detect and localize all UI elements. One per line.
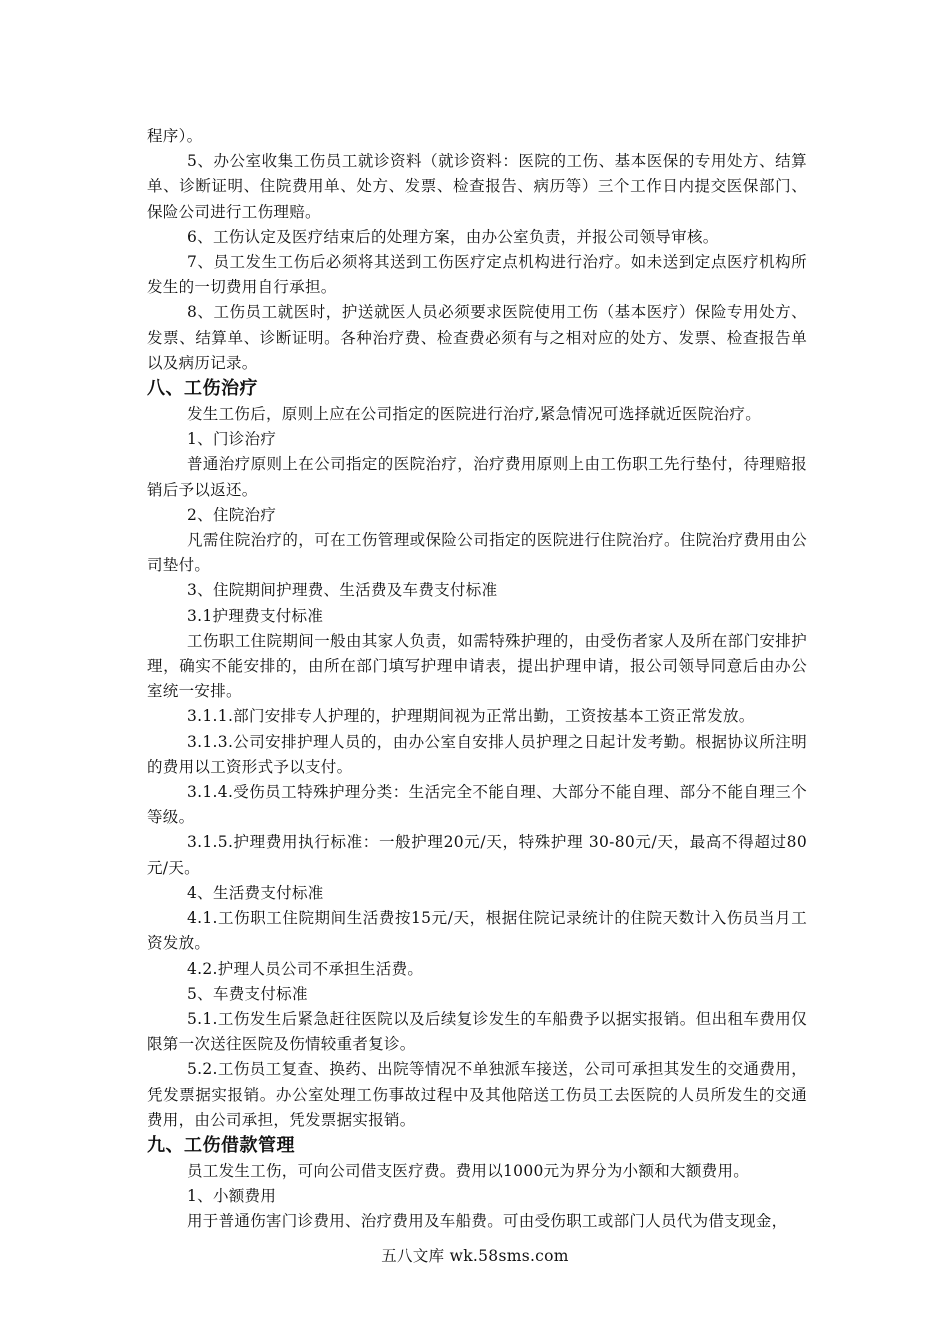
paragraph: 8、工伤员工就医时，护送就医人员必须要求医院使用工伤（基本医疗）保险专用处方、发票、结算单、诊断证明。各种治疗费、检查费必须有与之相对应的处方、发票、检查报告单以及病历记录。 <box>147 303 807 372</box>
paragraph: 普通治疗原则上在公司指定的医院治疗，治疗费用原则上由工伤职工先行垫付，待理赔报销后予以返还。 <box>147 455 807 499</box>
paragraph: 5.2.工伤员工复查、换药、出院等情况不单独派车接送，公司可承担其发生的交通费用，凭发票据实报销。办公室处理工伤事故过程中及其他陪送工伤员工去医院的人员所发生的交通费用，由公司承担，凭发票据实报销。 <box>147 1060 807 1129</box>
paragraph: 员工发生工伤，可向公司借支医疗费。费用以1000元为界分为小额和大额费用。 <box>187 1161 750 1180</box>
paragraph: 用于普通伤害门诊费用、治疗费用及车船费。可由受伤职工或部门人员代为借支现金， <box>187 1212 788 1231</box>
document-body <box>147 124 807 1235</box>
section-heading: 九、工伤借款管理 <box>147 1134 295 1156</box>
paragraph: 1、小额费用 <box>187 1187 277 1206</box>
paragraph: 5、办公室收集工伤员工就诊资料（就诊资料：医院的工伤、基本医保的专用处方、结算单、诊断证明、住院费用单、处方、发票、检查报告、病历等）三个工作日内提交医保部门、保险公司进行工伤理赔。 <box>147 152 807 221</box>
paragraph: 1、门诊治疗 <box>187 430 277 449</box>
paragraph: 3.1.3.公司安排护理人员的，由办公室自安排人员护理之日起计发考勤。根据协议所注明的费用以工资形式予以支付。 <box>147 732 807 776</box>
paragraph: 2、住院治疗 <box>187 505 277 524</box>
paragraph: 7、员工发生工伤后必须将其送到工伤医疗定点机构进行治疗。如未送到定点医疗机构所发生的一切费用自行承担。 <box>147 253 807 297</box>
paragraph: 凡需住院治疗的，可在工伤管理或保险公司指定的医院进行住院治疗。住院治疗费用由公司垫付。 <box>147 531 807 575</box>
paragraph: 3、住院期间护理费、生活费及车费支付标准 <box>187 581 498 600</box>
section-heading: 八、工伤治疗 <box>147 378 258 400</box>
paragraph: 3.1护理费支付标准 <box>187 606 324 625</box>
paragraph: 程序）。 <box>147 127 203 145</box>
paragraph: 3.1.1.部门安排专人护理的，护理期间视为正常出勤，工资按基本工资正常发放。 <box>187 707 755 726</box>
paragraph: 工伤职工住院期间一般由其家人负责，如需特殊护理的，由受伤者家人及所在部门安排护理，确实不能安排的，由所在部门填写护理申请表，提出护理申请，报公司领导同意后由办公室统一安排。 <box>147 631 807 701</box>
paragraph: 6、工伤认定及医疗结束后的处理方案，由办公室负责，并报公司领导审核。 <box>187 227 719 246</box>
paragraph: 5、车费支付标准 <box>187 984 308 1003</box>
footer-watermark: 五八文库 wk.58sms.com <box>381 1247 569 1265</box>
paragraph: 4.2.护理人员公司不承担生活费。 <box>187 959 424 978</box>
paragraph: 4.1.工伤职工住院期间生活费按15元/天，根据住院记录统计的住院天数计入伤员当月工资发放。 <box>147 909 807 953</box>
paragraph: 4、生活费支付标准 <box>187 883 324 902</box>
paragraph: 3.1.4.受伤员工特殊护理分类：生活完全不能自理、大部分不能自理、部分不能自理三个等级。 <box>147 783 807 827</box>
paragraph: 3.1.5.护理费用执行标准：一般护理20元/天，特殊护理 30-80元/天，最高不得超过80元/天。 <box>147 833 807 877</box>
paragraph: 发生工伤后，原则上应在公司指定的医院进行治疗,紧急情况可选择就近医院治疗。 <box>187 405 762 424</box>
paragraph: 5.1.工伤发生后紧急赶往医院以及后续复诊发生的车船费予以据实报销。但出租车费用仅限第一次送往医院及伤情较重者复诊。 <box>147 1009 807 1054</box>
